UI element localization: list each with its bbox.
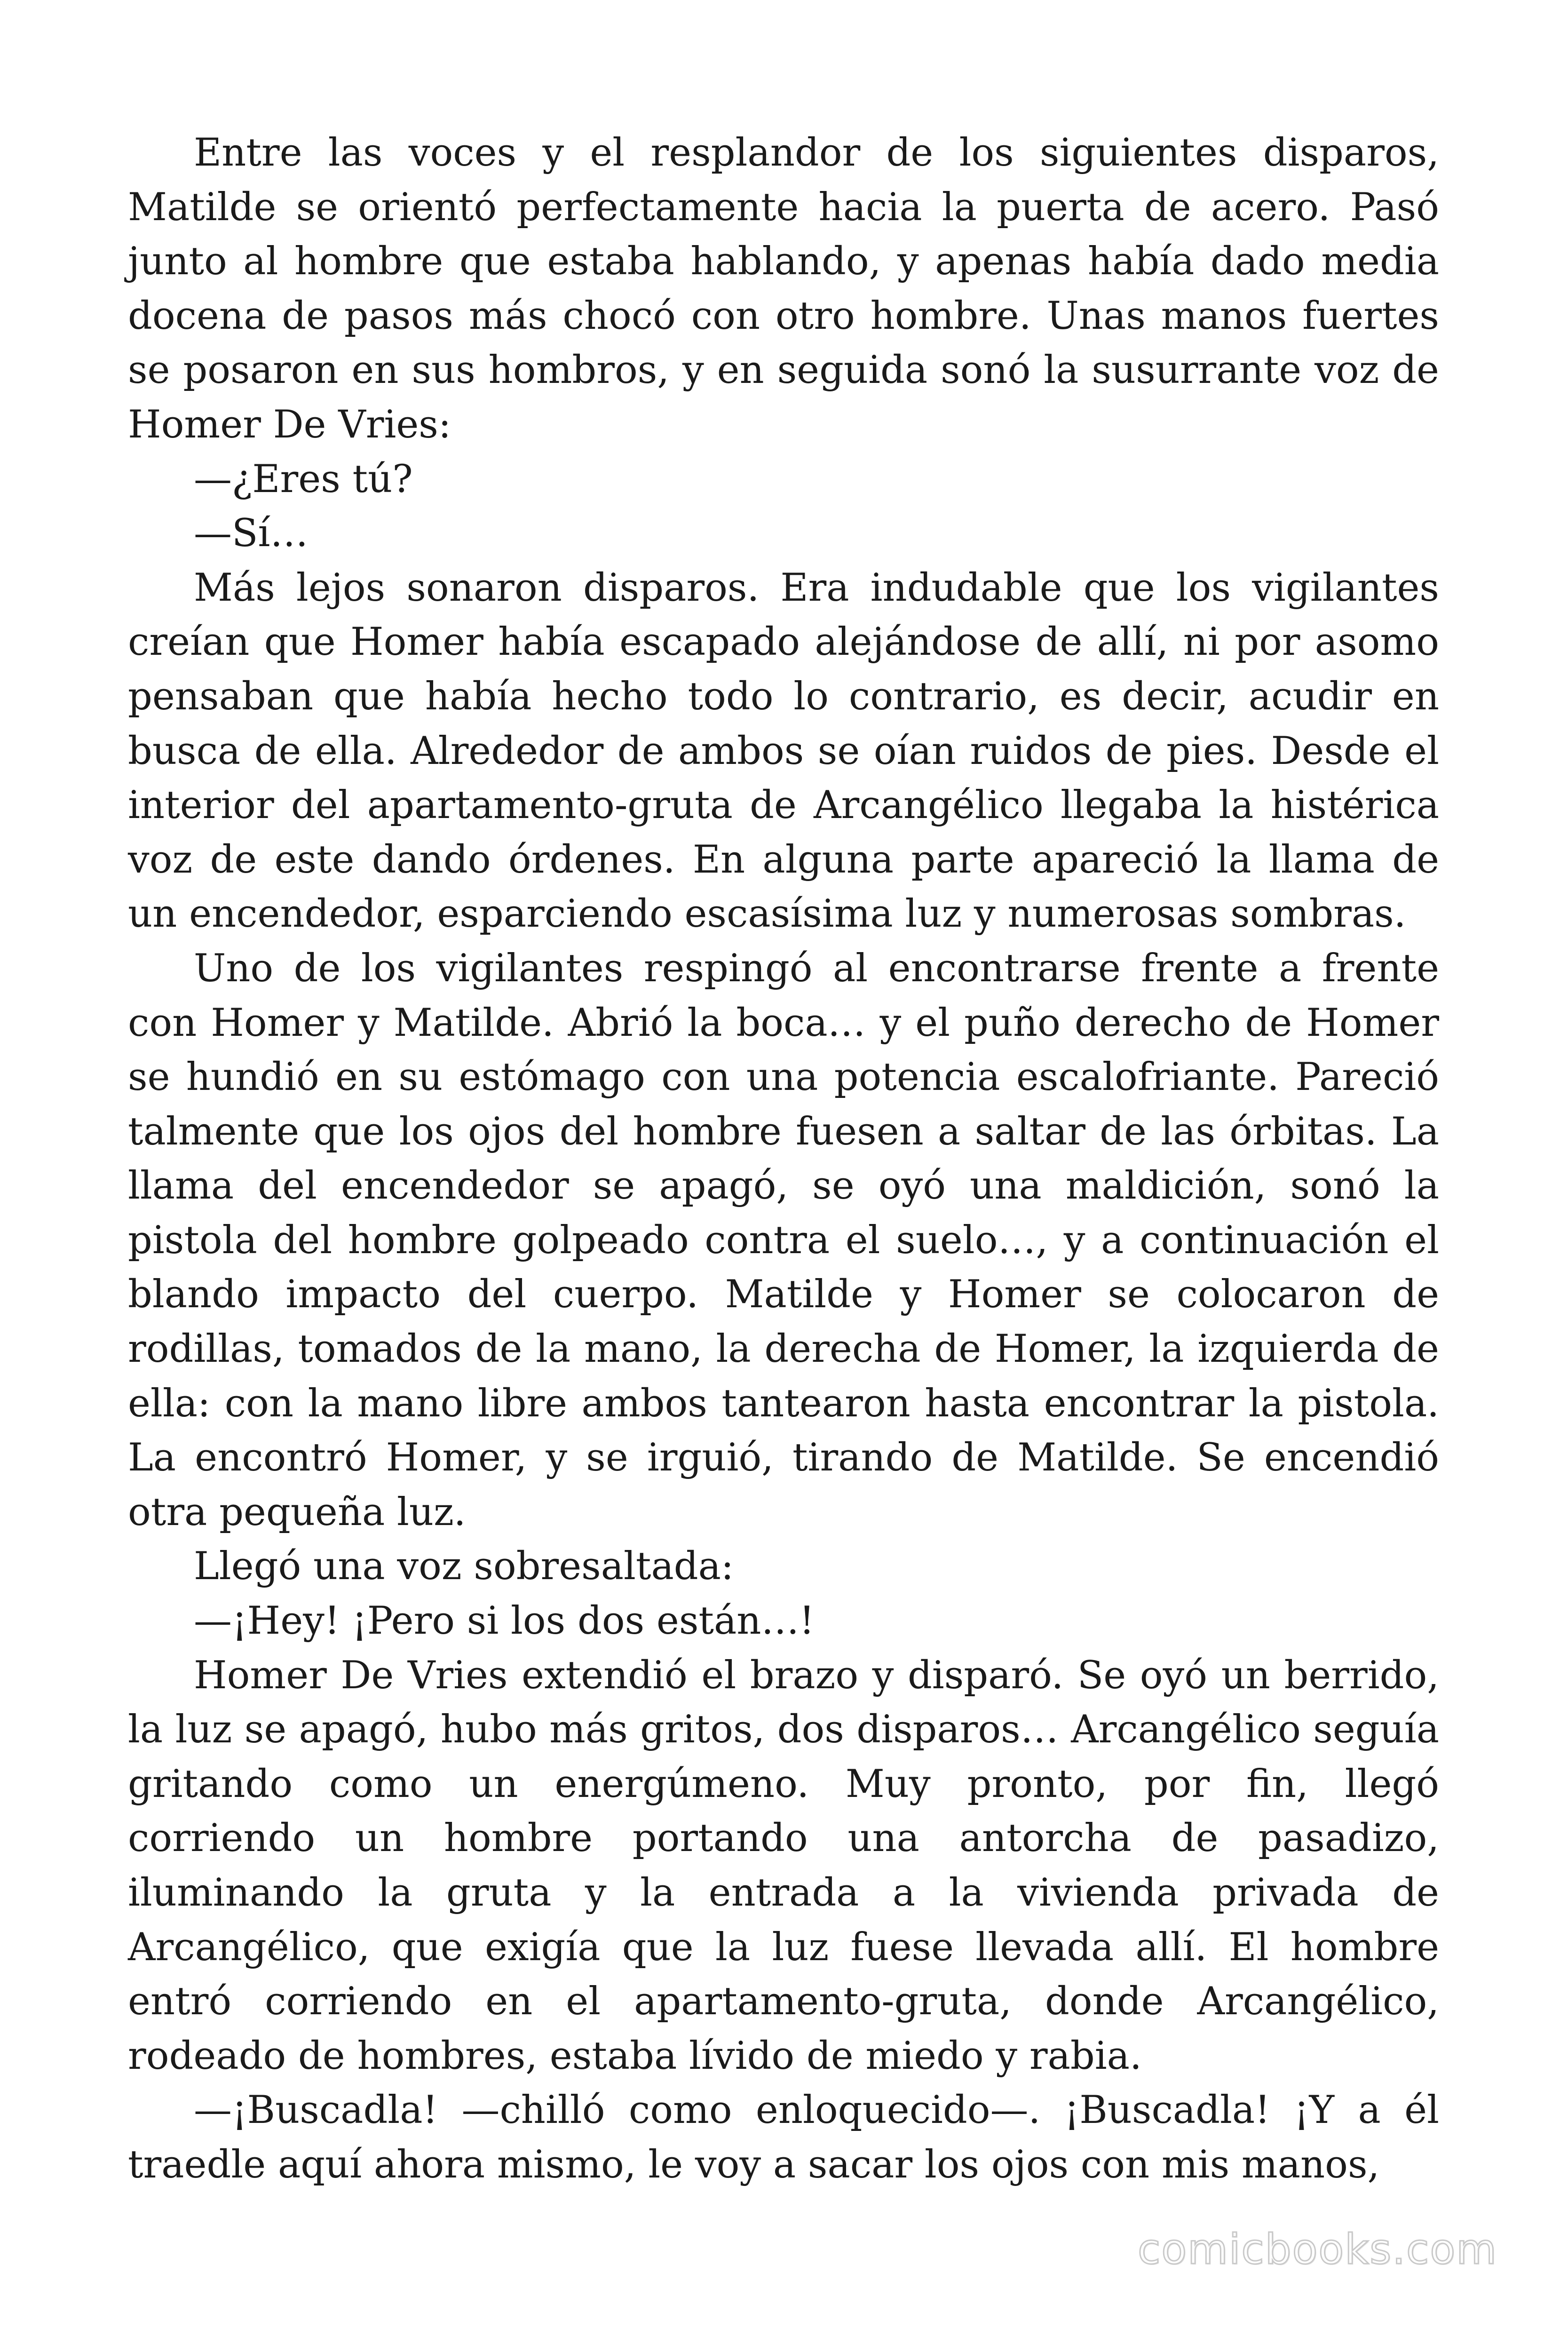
dialogue-line: —¡Hey! ¡Pero si los dos están…! xyxy=(194,1599,815,1644)
dialogue-line: —¡Buscadla! —chilló como enloquecido—. ¡Buscadla! ¡Y a él traedle aquí ahora mismo, le voy a sacar los ojos con mis manos, xyxy=(128,2088,1439,2187)
paragraph: Uno de los vigilantes respingó al encontrarse frente a frente con Homer y Matilde. Abrió la boca… y el puño derecho de Homer se hundió en su estómago con una potencia escalofriante. Pareció talmente que los ojos del hombre fuesen a saltar de las órbitas. La llama del encendedor se apagó, se oyó una maldición, sonó la pistola del hombre golpeado contra el suelo…, y a continuación el blando impacto del cuerpo. Matilde y Homer se colocaron de rodillas, tomados de la mano, la derecha de Homer, la izquierda de ella: con la mano libre ambos tantearon hasta encontrar la pistola. La encontró Homer, y se irguió, tirando de Matilde. Se encendió otra pequeña luz. xyxy=(128,946,1439,1534)
body-text xyxy=(128,126,1439,2193)
watermark-text: comicbooks.com xyxy=(1137,2225,1497,2273)
dialogue-line: —¿Eres tú? xyxy=(194,457,413,501)
dialogue-line: —Sí… xyxy=(194,511,309,556)
paragraph: Llegó una voz sobresaltada: xyxy=(194,1544,734,1589)
paragraph: Homer De Vries extendió el brazo y disparó. Se oyó un berrido, la luz se apagó, hubo más gritos, dos disparos… Arcangélico seguía gritando como un energúmeno. Muy pronto, por fin, llegó corriendo un hombre portando una antorcha de pasadizo, iluminando la gruta y la entrada a la vivienda privada de Arcangélico, que exigía que la luz fuese llevada allí. El hombre entró corriendo en el apartamento-gruta, donde Arcangélico, rodeado de hombres, estaba lívido de miedo y rabia. xyxy=(128,1653,1439,2078)
paragraph: Más lejos sonaron disparos. Era indudable que los vigilantes creían que Homer había escapado alejándose de allí, ni por asomo pensaban que había hecho todo lo contrario, es decir, acudir en busca de ella. Alrededor de ambos se oían ruidos de pies. Desde el interior del apartamento-gruta de Arcangélico llegaba la histérica voz de este dando órdenes. En alguna parte apareció la llama de un encendedor, esparciendo escasísima luz y numerosas sombras. xyxy=(128,565,1439,937)
paragraph: Entre las voces y el resplandor de los siguientes disparos, Matilde se orientó perfectamente hacia la puerta de acero. Pasó junto al hombre que estaba hablando, y apenas había dado media docena de pasos más chocó con otro hombre. Unas manos fuertes se posaron en sus hombros, y en seguida sonó la susurrante voz de Homer De Vries: xyxy=(128,131,1439,447)
